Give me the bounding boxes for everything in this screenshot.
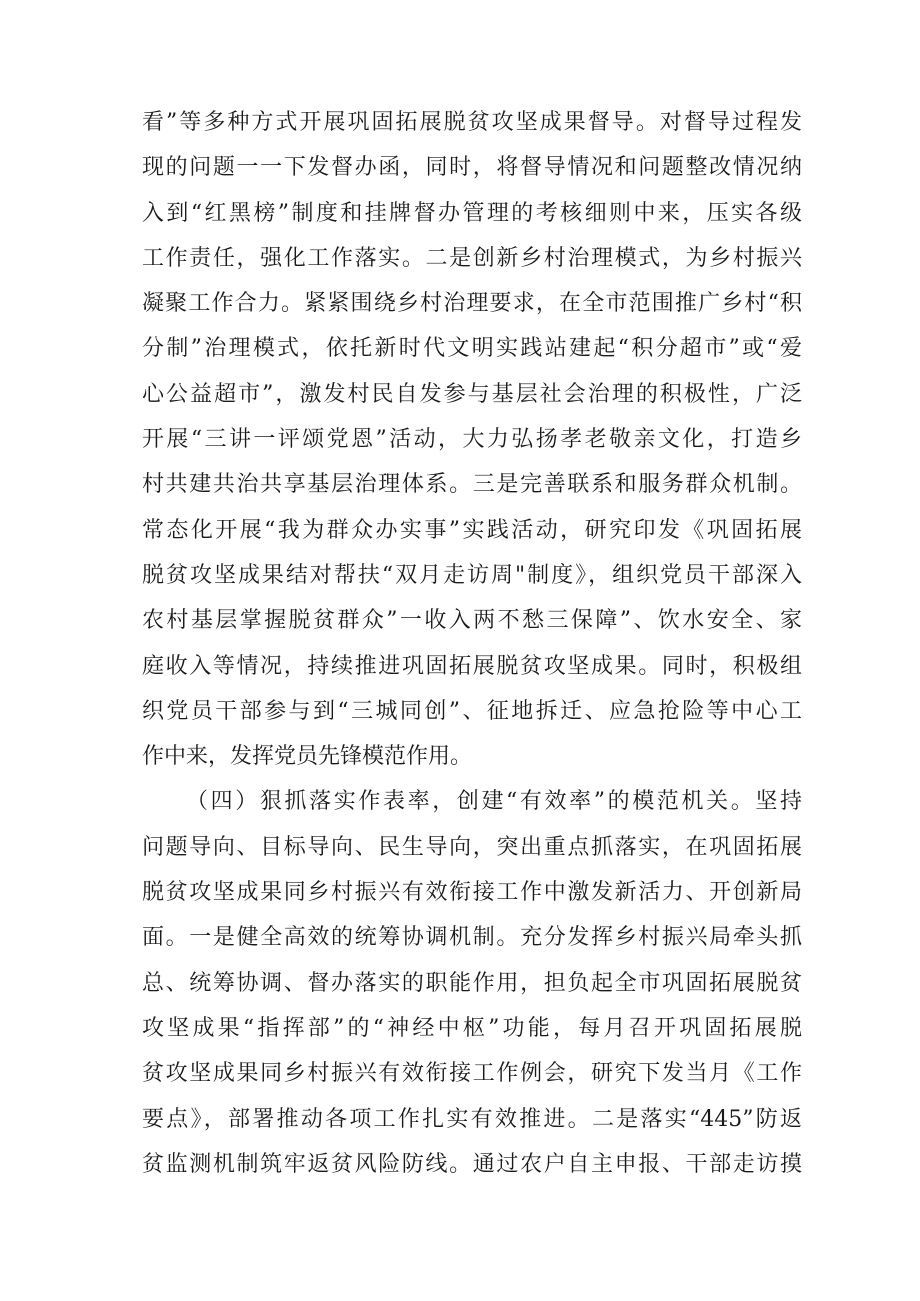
text-line: 入到“红黑榜”制度和挂牌督办管理的考核细则中来，压实各级: [142, 200, 802, 226]
text-line: 凝聚工作合力。紧紧围绕乡村治理要求，在全市范围推广乡村“积: [142, 291, 802, 317]
text-line: 心公益超市”，激发村民自发参与基层社会治理的积极性，广泛: [142, 381, 802, 407]
text-line: 织党员干部参与到“三城同创”、征地拆迁、应急抢险等中心工: [142, 698, 802, 724]
body-text: [142, 100, 802, 1187]
text-line: 看”等多种方式开展巩固拓展脱贫攻坚成果督导。对督导过程发: [142, 110, 802, 135]
text-line: 现的问题一一下发督办函，同时，将督导情况和问题整改情况纳: [142, 155, 802, 181]
text-line: 开展“三讲一评颂党恩”活动，大力弘扬孝老敬亲文化，打造乡: [142, 427, 802, 453]
text-line: 脱贫攻坚成果结对帮扶“双月走访周"制度》，组织党员干部深入: [142, 562, 802, 588]
text-line: 贫攻坚成果同乡村振兴有效衔接工作例会，研究下发当月《工作: [142, 1061, 802, 1087]
text-line: 面。一是健全高效的统筹协调机制。充分发挥乡村振兴局牵头抓: [142, 925, 802, 951]
text-line: 问题导向、目标导向、民生导向，突出重点抓落实，在巩固拓展: [142, 834, 802, 860]
text-line: 作中来，发挥党员先锋模范作用。: [142, 744, 473, 770]
text-line: 总、统筹协调、督办落实的职能作用，担负起全市巩固拓展脱贫: [142, 970, 802, 996]
text-line: 要点》，部署推动各项工作扎实有效推进。二是落实“445”防返: [142, 1106, 802, 1132]
paragraph-1: [142, 100, 802, 779]
text-line: 分制”治理模式，依托新时代文明实践站建起“积分超市”或“爱: [142, 336, 802, 362]
text-line: 脱贫攻坚成果同乡村振兴有效衔接工作中激发新活力、开创新局: [142, 880, 802, 906]
section-heading-line: （四）狠抓落实作表率，创建“有效率”的模范机关。坚持: [186, 789, 802, 815]
paragraph-2: [142, 779, 802, 1187]
text-line: 村共建共治共享基层治理体系。三是完善联系和服务群众机制。: [142, 472, 802, 498]
text-line: 攻坚成果“指挥部”的“神经中枢”功能，每月召开巩固拓展脱: [142, 1015, 802, 1041]
text-line: 工作责任，强化工作落实。二是创新乡村治理模式，为乡村振兴: [142, 245, 802, 271]
text-line: 农村基层掌握脱贫群众”一收入两不愁三保障”、饮水安全、家: [142, 608, 802, 634]
text-line: 贫监测机制筑牢返贫风险防线。通过农户自主申报、干部走访摸: [142, 1151, 802, 1177]
text-line: 常态化开展“我为群众办实事”实践活动，研究印发《巩固拓展: [142, 517, 802, 543]
text-line: 庭收入等情况，持续推进巩固拓展脱贫攻坚成果。同时，积极组: [142, 653, 802, 679]
